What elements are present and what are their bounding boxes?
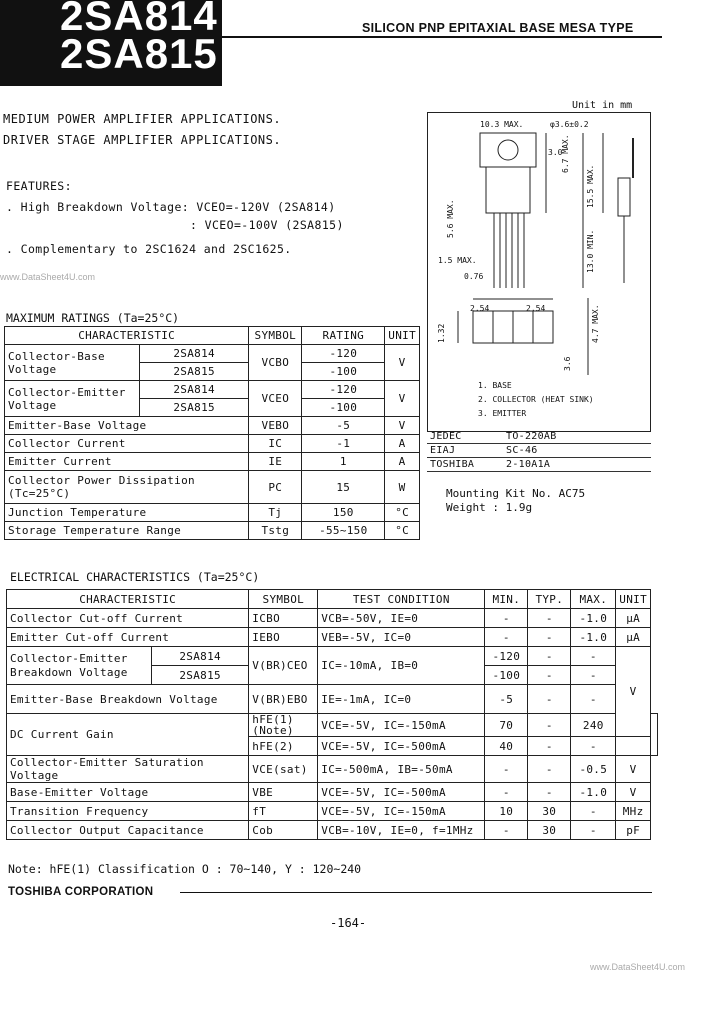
cell-max: - <box>571 821 616 840</box>
feature-line-3: . Complementary to 2SC1624 and 2SC1625. <box>6 242 292 256</box>
cell-symbol: Tstg <box>249 522 302 540</box>
dim-2-54-a: 2.54 <box>470 304 490 313</box>
cell-min: 70 <box>485 714 528 737</box>
cell-condition: VEB=-5V, IC=0 <box>318 628 485 647</box>
to220-drawing <box>428 113 650 431</box>
feature-line-1: . High Breakdown Voltage: VCEO=-120V (2SA814) <box>6 200 336 214</box>
cell-min: -100 <box>485 666 528 685</box>
table-row <box>5 504 420 522</box>
dim-2-54-b: 2.54 <box>526 304 546 313</box>
pc-label: Collector Power Dissipation <box>8 474 195 487</box>
cell-typ: - <box>528 647 571 666</box>
cell-unit: MHz <box>616 802 651 821</box>
cell-typ: - <box>528 756 571 783</box>
cell-unit: V <box>616 647 651 737</box>
cell-subtype: 2SA815 <box>140 399 249 417</box>
std-name: EIAJ <box>427 444 503 458</box>
cell-characteristic: Emitter Current <box>5 453 249 471</box>
features-heading: FEATURES: <box>6 179 72 193</box>
cell-characteristic: Collector-Emitter Breakdown Voltage <box>7 647 152 685</box>
cell-unit: W <box>385 471 420 504</box>
dim-width: 10.3 MAX. <box>480 120 524 129</box>
cell-typ: - <box>528 685 571 714</box>
col-header: UNIT <box>385 327 420 345</box>
cell-subtype: 2SA815 <box>140 363 249 381</box>
cell-symbol: VCE(sat) <box>249 756 318 783</box>
unit-label: Unit in mm <box>572 100 633 111</box>
cell-min: - <box>485 783 528 802</box>
cell-typ: 30 <box>528 802 571 821</box>
dim-15-5: 15.5 MAX. <box>586 164 595 208</box>
cell-rating: -100 <box>302 399 385 417</box>
device-type: SILICON PNP EPITAXIAL BASE MESA TYPE <box>362 21 634 35</box>
cell-rating: 15 <box>302 471 385 504</box>
cell-rating: -5 <box>302 417 385 435</box>
mounting-hole <box>498 140 518 160</box>
cell-characteristic: Transition Frequency <box>7 802 249 821</box>
table-row <box>7 783 658 802</box>
package-standards-table <box>427 430 651 472</box>
table-row <box>5 435 420 453</box>
cell-condition: IC=-10mA, IB=0 <box>318 647 485 685</box>
cell-symbol: VEBO <box>249 417 302 435</box>
cell-condition: IC=-500mA, IB=-50mA <box>318 756 485 783</box>
cell-symbol: Tj <box>249 504 302 522</box>
cell-condition: VCE=-5V, IC=-500mA <box>318 737 485 756</box>
cell-unit: V <box>616 756 651 783</box>
cell-characteristic: Collector Output Capacitance <box>7 821 249 840</box>
cell-characteristic: Collector-Emitter Saturation Voltage <box>7 756 249 783</box>
col-header: SYMBOL <box>249 590 318 609</box>
table-row <box>7 714 658 737</box>
cell-characteristic: Collector Cut-off Current <box>7 609 249 628</box>
cell-characteristic: Collector-Base Voltage <box>5 345 140 381</box>
dim-3-6: 3.6 <box>563 356 572 371</box>
cell-symbol: Cob <box>249 821 318 840</box>
cell-symbol: VBE <box>249 783 318 802</box>
mounting-kit: Mounting Kit No. AC75 <box>446 487 586 500</box>
cell-characteristic: Junction Temperature <box>5 504 249 522</box>
cell-max: - <box>571 666 616 685</box>
table-row <box>7 756 658 783</box>
cell-typ: - <box>528 666 571 685</box>
col-header: UNIT <box>616 590 651 609</box>
std-value: 2-10A1A <box>503 458 651 472</box>
part-number-1: 2SA814 <box>60 0 218 39</box>
feature-line-2: : VCEO=-100V (2SA815) <box>190 218 344 232</box>
cell-characteristic: Base-Emitter Voltage <box>7 783 249 802</box>
cell-min: - <box>485 821 528 840</box>
cell-characteristic: Storage Temperature Range <box>5 522 249 540</box>
table-row <box>7 821 658 840</box>
col-header: TEST CONDITION <box>318 590 485 609</box>
body-outline <box>486 167 530 213</box>
cell-symbol: IEBO <box>249 628 318 647</box>
max-ratings-table <box>4 326 420 540</box>
col-header: CHARACTERISTIC <box>5 327 249 345</box>
cell-typ: - <box>528 609 571 628</box>
cell-characteristic: Emitter-Base Voltage <box>5 417 249 435</box>
cell-characteristic <box>5 471 249 504</box>
cell-unit: pF <box>616 821 651 840</box>
table-row <box>7 628 658 647</box>
cell-condition: VCE=-5V, IC=-150mA <box>318 802 485 821</box>
part-number-2: 2SA815 <box>60 30 218 77</box>
std-value: TO-220AB <box>503 430 651 444</box>
cell-max: - <box>571 737 616 756</box>
table-row <box>5 381 420 399</box>
watermark: www.DataSheet4U.com <box>0 272 96 282</box>
table-header-row <box>5 327 420 345</box>
elec-title: ELECTRICAL CHARACTERISTICS (Ta=25°C) <box>10 570 260 584</box>
dim-6-7: 6.7 MAX. <box>561 134 570 173</box>
cell-unit: A <box>385 435 420 453</box>
cell-unit: °C <box>385 522 420 540</box>
cell-typ: 30 <box>528 821 571 840</box>
table-row <box>5 471 420 504</box>
cell-condition: IE=-1mA, IC=0 <box>318 685 485 714</box>
col-header: MIN. <box>485 590 528 609</box>
cell-typ: - <box>528 628 571 647</box>
watermark-bottom: www.DataSheet4U.com <box>590 962 686 972</box>
cell-symbol: IE <box>249 453 302 471</box>
pc-condition: (Tc=25°C) <box>8 487 71 500</box>
cell-characteristic: Collector Current <box>5 435 249 453</box>
application-1: MEDIUM POWER AMPLIFIER APPLICATIONS. <box>3 112 282 126</box>
cell-max: -1.0 <box>571 609 616 628</box>
table-row <box>427 458 651 472</box>
cell-unit: μA <box>616 609 651 628</box>
cell-unit: V <box>616 783 651 802</box>
col-header: CHARACTERISTIC <box>7 590 249 609</box>
dim-4-7: 4.7 MAX. <box>591 304 600 343</box>
weight: Weight : 1.9g <box>446 501 533 514</box>
cell-rating: -1 <box>302 435 385 453</box>
cell-subtype: 2SA814 <box>140 345 249 363</box>
cell-condition: VCB=-10V, IE=0, f=1MHz <box>318 821 485 840</box>
std-value: SC-46 <box>503 444 651 458</box>
package-outline-drawing <box>427 112 651 432</box>
cell-max: -0.5 <box>571 756 616 783</box>
cell-max: -1.0 <box>571 628 616 647</box>
cell-min: - <box>485 756 528 783</box>
std-name: JEDEC <box>427 430 503 444</box>
cell-unit <box>651 714 658 756</box>
note: Note: hFE(1) Classification O : 70~140, Y : 120~240 <box>8 862 362 876</box>
col-header: RATING <box>302 327 385 345</box>
cell-symbol: PC <box>249 471 302 504</box>
cell-max: 240 <box>571 714 616 737</box>
cell-min: - <box>485 609 528 628</box>
cell-min: 10 <box>485 802 528 821</box>
cell-condition: VCB=-50V, IE=0 <box>318 609 485 628</box>
dim-13-0: 13.0 MIN. <box>586 229 595 273</box>
cell-symbol: V(BR)EBO <box>249 685 318 714</box>
table-row <box>427 444 651 458</box>
cell-characteristic: DC Current Gain <box>7 714 249 756</box>
cell-characteristic: Emitter-Base Breakdown Voltage <box>7 685 249 714</box>
cell-characteristic: Emitter Cut-off Current <box>7 628 249 647</box>
table-row <box>427 430 651 444</box>
cell-rating: -120 <box>302 381 385 399</box>
cell-characteristic: Collector-Emitter Voltage <box>5 381 140 417</box>
part-number-block <box>0 0 222 86</box>
tab-outline <box>480 133 536 167</box>
max-ratings-title: MAXIMUM RATINGS (Ta=25°C) <box>6 311 180 325</box>
table-row <box>7 647 658 666</box>
footer-rule <box>180 892 652 893</box>
table-header-row <box>7 590 658 609</box>
cell-typ: - <box>528 783 571 802</box>
col-header: MAX. <box>571 590 616 609</box>
table-row <box>5 417 420 435</box>
col-header: SYMBOL <box>249 327 302 345</box>
cell-rating: -100 <box>302 363 385 381</box>
cell-max: -1.0 <box>571 783 616 802</box>
cell-subtype: 2SA814 <box>140 381 249 399</box>
pin-3: 3. EMITTER <box>478 409 527 418</box>
application-2: DRIVER STAGE AMPLIFIER APPLICATIONS. <box>3 133 282 147</box>
cell-symbol: fT <box>249 802 318 821</box>
cell-unit: A <box>385 453 420 471</box>
cell-symbol: IC <box>249 435 302 453</box>
cell-max: - <box>571 685 616 714</box>
cell-min: -5 <box>485 685 528 714</box>
dim-0-76: 0.76 <box>464 272 484 281</box>
dim-1-5: 1.5 MAX. <box>438 256 477 265</box>
table-row <box>5 453 420 471</box>
cell-unit: °C <box>385 504 420 522</box>
cell-min: - <box>485 628 528 647</box>
cell-typ: - <box>528 737 571 756</box>
cell-rating: 1 <box>302 453 385 471</box>
cell-unit: V <box>385 345 420 381</box>
header-rule <box>222 36 662 38</box>
page-number: -164- <box>330 916 367 930</box>
cell-min: 40 <box>485 737 528 756</box>
cell-symbol: hFE(1) (Note) <box>249 714 318 737</box>
cell-symbol: VCBO <box>249 345 302 381</box>
cell-subtype: 2SA815 <box>152 666 249 685</box>
electrical-characteristics-table <box>6 589 658 840</box>
std-name: TOSHIBA <box>427 458 503 472</box>
table-row <box>5 345 420 363</box>
cell-unit: V <box>385 417 420 435</box>
cell-symbol: hFE(2) <box>249 737 318 756</box>
dim-hole: φ3.6±0.2 <box>550 120 589 129</box>
pin-1: 1. BASE <box>478 381 512 390</box>
table-row <box>7 609 658 628</box>
cell-min: -120 <box>485 647 528 666</box>
pin-2: 2. COLLECTOR (HEAT SINK) <box>478 395 594 404</box>
cell-unit: μA <box>616 628 651 647</box>
cell-rating: -55~150 <box>302 522 385 540</box>
dim-5-6: 5.6 MAX. <box>446 199 455 238</box>
cell-condition: VCE=-5V, IC=-150mA <box>318 714 485 737</box>
table-row <box>5 522 420 540</box>
cell-rating: 150 <box>302 504 385 522</box>
cell-condition: VCE=-5V, IC=-500mA <box>318 783 485 802</box>
company-name: TOSHIBA CORPORATION <box>8 886 154 898</box>
cell-max: - <box>571 647 616 666</box>
cell-max: - <box>571 802 616 821</box>
table-row <box>7 802 658 821</box>
cell-symbol: ICBO <box>249 609 318 628</box>
cell-rating: -120 <box>302 345 385 363</box>
dim-1-32: 1.32 <box>437 323 446 343</box>
cell-symbol: VCEO <box>249 381 302 417</box>
table-row <box>7 685 658 714</box>
side-view-body <box>618 178 630 216</box>
cell-symbol: V(BR)CEO <box>249 647 318 685</box>
dim-3: 3.0 <box>548 148 563 157</box>
cell-typ: - <box>528 714 571 737</box>
cell-subtype: 2SA814 <box>152 647 249 666</box>
cell-unit: V <box>385 381 420 417</box>
col-header: TYP. <box>528 590 571 609</box>
